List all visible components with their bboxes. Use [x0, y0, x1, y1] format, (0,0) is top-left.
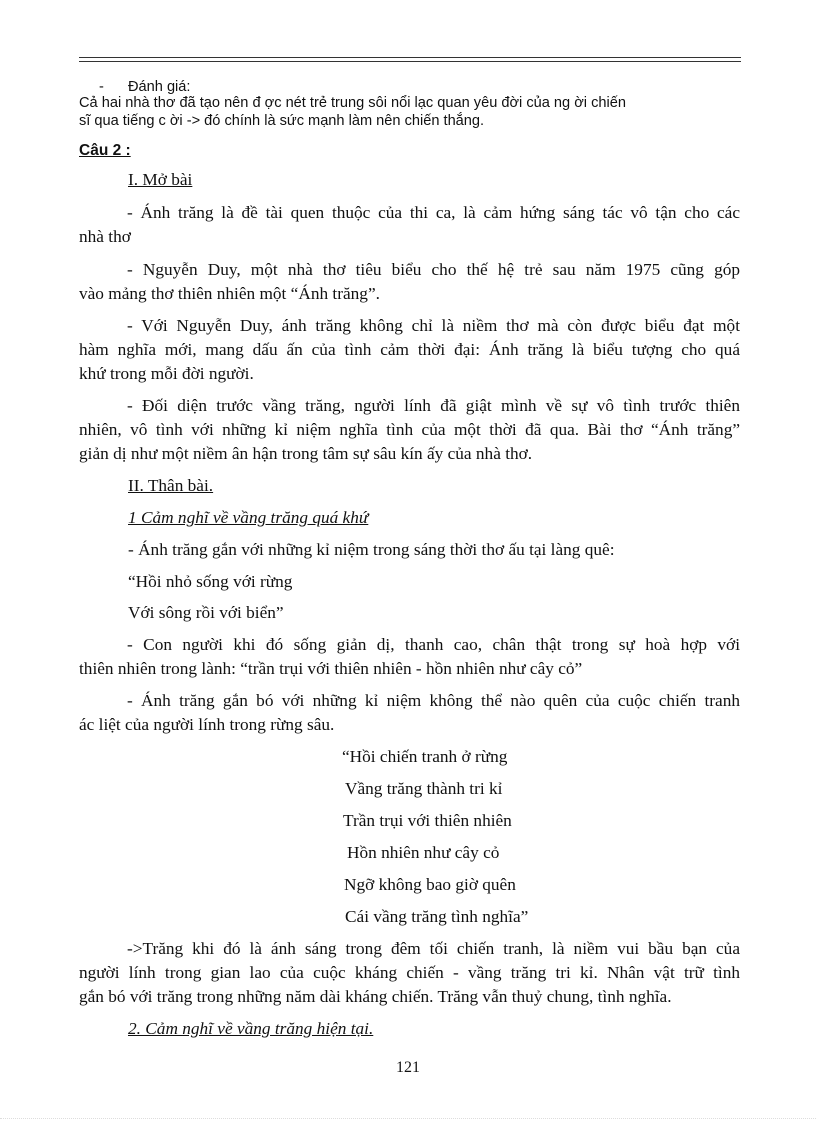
footer-divider	[0, 1118, 816, 1119]
mo-bai-p4-line3: giản dị như một niềm ân hận trong tâm sự sâu kín ấy của nhà thơ.	[79, 444, 533, 463]
mo-bai-p2-line1: - Nguyễn Duy, một nhà thơ tiêu biểu cho thế hệ trẻ sau năm 1975 cũng góp	[127, 260, 740, 279]
poem-line-3: Trần trụi với thiên nhiên	[343, 811, 512, 830]
than-bai-bullet-2-line1: - Con người khi đó sống giản dị, thanh cao, chân thật trong sự hoà hợp với	[127, 635, 740, 654]
subsection-2-title: 2. Cảm nghĩ về vầng trăng hiện tại.	[128, 1019, 374, 1038]
eval-label: Đánh giá:	[128, 79, 191, 95]
mo-bai-p3-line2: hàm nghĩa mới, mang dấu ấn của tình cảm thời đại: Ánh trăng là biểu tượng cho quá	[79, 340, 740, 359]
quote-line-1: “Hồi nhỏ sống với rừng	[128, 572, 293, 591]
mo-bai-p3-line1: - Với Nguyễn Duy, ánh trăng không chỉ là niềm thơ mà còn được biểu đạt một	[127, 316, 740, 335]
subsection-1-title: 1 Cảm nghĩ về vầng trăng quá khứ	[128, 508, 369, 527]
than-bai-bullet-2-line2: thiên nhiên trong lành: “trần trụi với thiên nhiên - hồn nhiên như cây cỏ”	[79, 659, 583, 678]
question-2-heading: Câu 2 :	[79, 142, 131, 159]
mo-bai-p3-line3: khứ trong mỗi đời người.	[79, 364, 254, 383]
conclusion-line1: ->Trăng khi đó là ánh sáng trong đêm tối chiến tranh, là niềm vui bầu bạn của	[127, 939, 740, 958]
eval-line-1: Cả hai nhà thơ đã tạo nên đ ợc nét trẻ trung sôi nổi lạc quan yêu đời của ng ời chiến	[79, 95, 626, 111]
conclusion-line2: người lính trong gian lao của cuộc kháng chiến - vầng trăng tri kỉ. Nhân vật trữ tình	[79, 963, 740, 982]
conclusion-line3: gắn bó với trăng trong những năm dài kháng chiến. Trăng vẫn thuỷ chung, tình nghĩa.	[79, 987, 672, 1006]
than-bai-bullet-1: - Ánh trăng gắn với những kỉ niệm trong sáng thời thơ ấu tại làng quê:	[128, 540, 615, 559]
eval-line-2: sĩ qua tiếng c ời -> đó chính là sức mạnh làm nên chiến thắng.	[79, 113, 485, 129]
poem-line-1: “Hồi chiến tranh ở rừng	[342, 747, 508, 766]
poem-line-5: Ngỡ không bao giờ quên	[344, 875, 516, 894]
mo-bai-p4-line2: nhiên, vô tình với những kỉ niệm nghĩa tình của một thời đã qua. Bài thơ “Ánh trăng”	[79, 420, 740, 439]
than-bai-bullet-3-line1: - Ánh trăng gắn bó với những kỉ niệm không thể nào quên của cuộc chiến tranh	[127, 691, 740, 710]
mo-bai-p2-line2: vào mảng thơ thiên nhiên một “Ánh trăng”.	[79, 284, 380, 303]
section-than-bai-title: II. Thân bài.	[128, 476, 214, 495]
poem-line-2: Vầng trăng thành tri kỉ	[345, 779, 503, 798]
section-mo-bai-title: I. Mở bài	[128, 170, 193, 189]
poem-line-6: Cái vầng trăng tình nghĩa”	[345, 907, 529, 926]
page-number: 121	[396, 1059, 420, 1076]
eval-bullet: -	[99, 79, 104, 95]
quote-line-2: Với sông rồi với biển”	[128, 603, 284, 622]
than-bai-bullet-3-line2: ác liệt của người lính trong rừng sâu.	[79, 715, 335, 734]
poem-line-4: Hồn nhiên như cây cỏ	[347, 843, 500, 862]
mo-bai-p1-line2: nhà thơ	[79, 227, 131, 246]
header-rule-top	[79, 57, 741, 58]
header-rule-bottom	[79, 61, 741, 62]
mo-bai-p4-line1: - Đối diện trước vầng trăng, người lính đã giật mình về sự vô tình trước thiên	[127, 396, 740, 415]
mo-bai-p1-line1: - Ánh trăng là đề tài quen thuộc của thi ca, là cảm hứng sáng tác vô tận cho các	[127, 203, 740, 222]
